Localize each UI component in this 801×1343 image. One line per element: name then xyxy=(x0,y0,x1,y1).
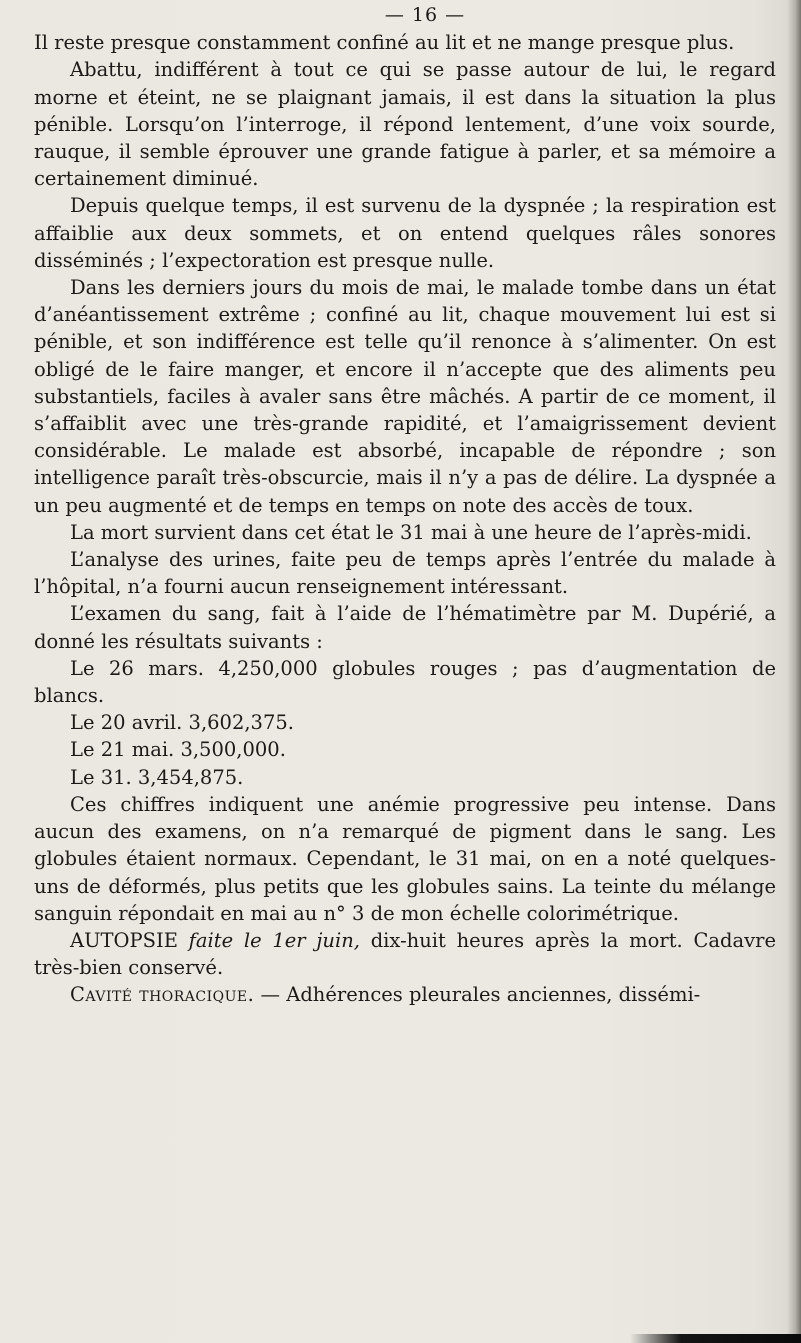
paragraph-8: Ces chiffres indiquent une anémie progressive peu intense. Dans aucun des examens, on n’a remarqué de pigment dans le sang. Les globules étaient normaux. Cependant, le 31 mai, on en a noté quelques-uns de déformés, plus petits que les globules sains. La teinte du mélange sanguin répondait en mai au n° 3 de mon échelle colorimétrique. xyxy=(34,792,776,925)
paragraph-7: L’examen du sang, fait à l’aide de l’hématimètre par M. Dupérié, a donné les résultats suivants : xyxy=(34,602,776,653)
scan-edge-bar xyxy=(630,1334,801,1343)
blood-count-line: Le 31. 3,454,875. xyxy=(70,765,244,789)
autopsy-heading: AUTOPSIE xyxy=(70,928,178,952)
cavity-heading: Cavité thoracique. xyxy=(70,983,255,1007)
page-edge-shadow xyxy=(787,0,801,1343)
page-text xyxy=(34,2,776,1009)
autopsy-paragraph xyxy=(34,927,776,981)
cavity-paragraph xyxy=(34,981,776,1008)
paragraph-1: Il reste presque constamment confiné au lit et ne mange presque plus. xyxy=(34,31,735,55)
page-number: — 16 — xyxy=(384,4,466,26)
paragraph-6: L’analyse des urines, faite peu de temps après l’entrée du malade à l’hôpital, n’a fourni aucun renseignement intéressant. xyxy=(34,548,776,599)
blood-count-line: Le 26 mars. 4,250,000 globules rouges ; pas d’augmentation de blancs. xyxy=(34,656,776,708)
paragraph-5: La mort survient dans cet état le 31 mai à une heure de l’après-midi. xyxy=(70,520,752,544)
autopsy-date: faite le 1er juin, xyxy=(188,928,360,952)
paragraph-2: Abattu, indifférent à tout ce qui se passe autour de lui, le regard morne et éteint, ne se plaignant jamais, il est dans la situation la plus pénible. Lorsqu’on l’interroge, il répond lentement, d’une voix sourde, rauque, il semble éprouver une grande fatigue à parler, et sa mémoire a certainement diminué. xyxy=(34,58,776,191)
paragraph-4: Dans les derniers jours du mois de mai, le malade tombe dans un état d’anéantissement extrême ; confiné au lit, chaque mouvement lui est si pénible, et son indifférence est telle qu’il renonce à s’alimenter. On est obligé de le faire manger, et encore il n’accepte que des aliments peu substantiels, faciles à avaler sans être mâchés. A partir de ce moment, il s’affaiblit avec une très-grande rapidité, et l’amaigrissement devient considérable. Le malade est absorbé, incapable de répondre ; son intelligence paraît très-obscurcie, mais il n’y a pas de délire. La dyspnée a un peu augmenté et de temps en temps on note des accès de toux. xyxy=(34,276,776,517)
paragraph-3: Depuis quelque temps, il est survenu de la dyspnée ; la respiration est affaiblie aux deux sommets, et on entend quelques râles sonores disséminés ; l’expectoration est presque nulle. xyxy=(34,194,776,272)
blood-count-line: Le 21 mai. 3,500,000. xyxy=(70,738,286,762)
autopsy-text: dix-huit heures après la mort. Cadavre très-bien conservé. xyxy=(34,928,776,980)
cavity-text: — Adhérences pleurales anciennes, dissémi- xyxy=(254,983,701,1007)
blood-count-line: Le 20 avril. 3,602,375. xyxy=(70,711,294,735)
